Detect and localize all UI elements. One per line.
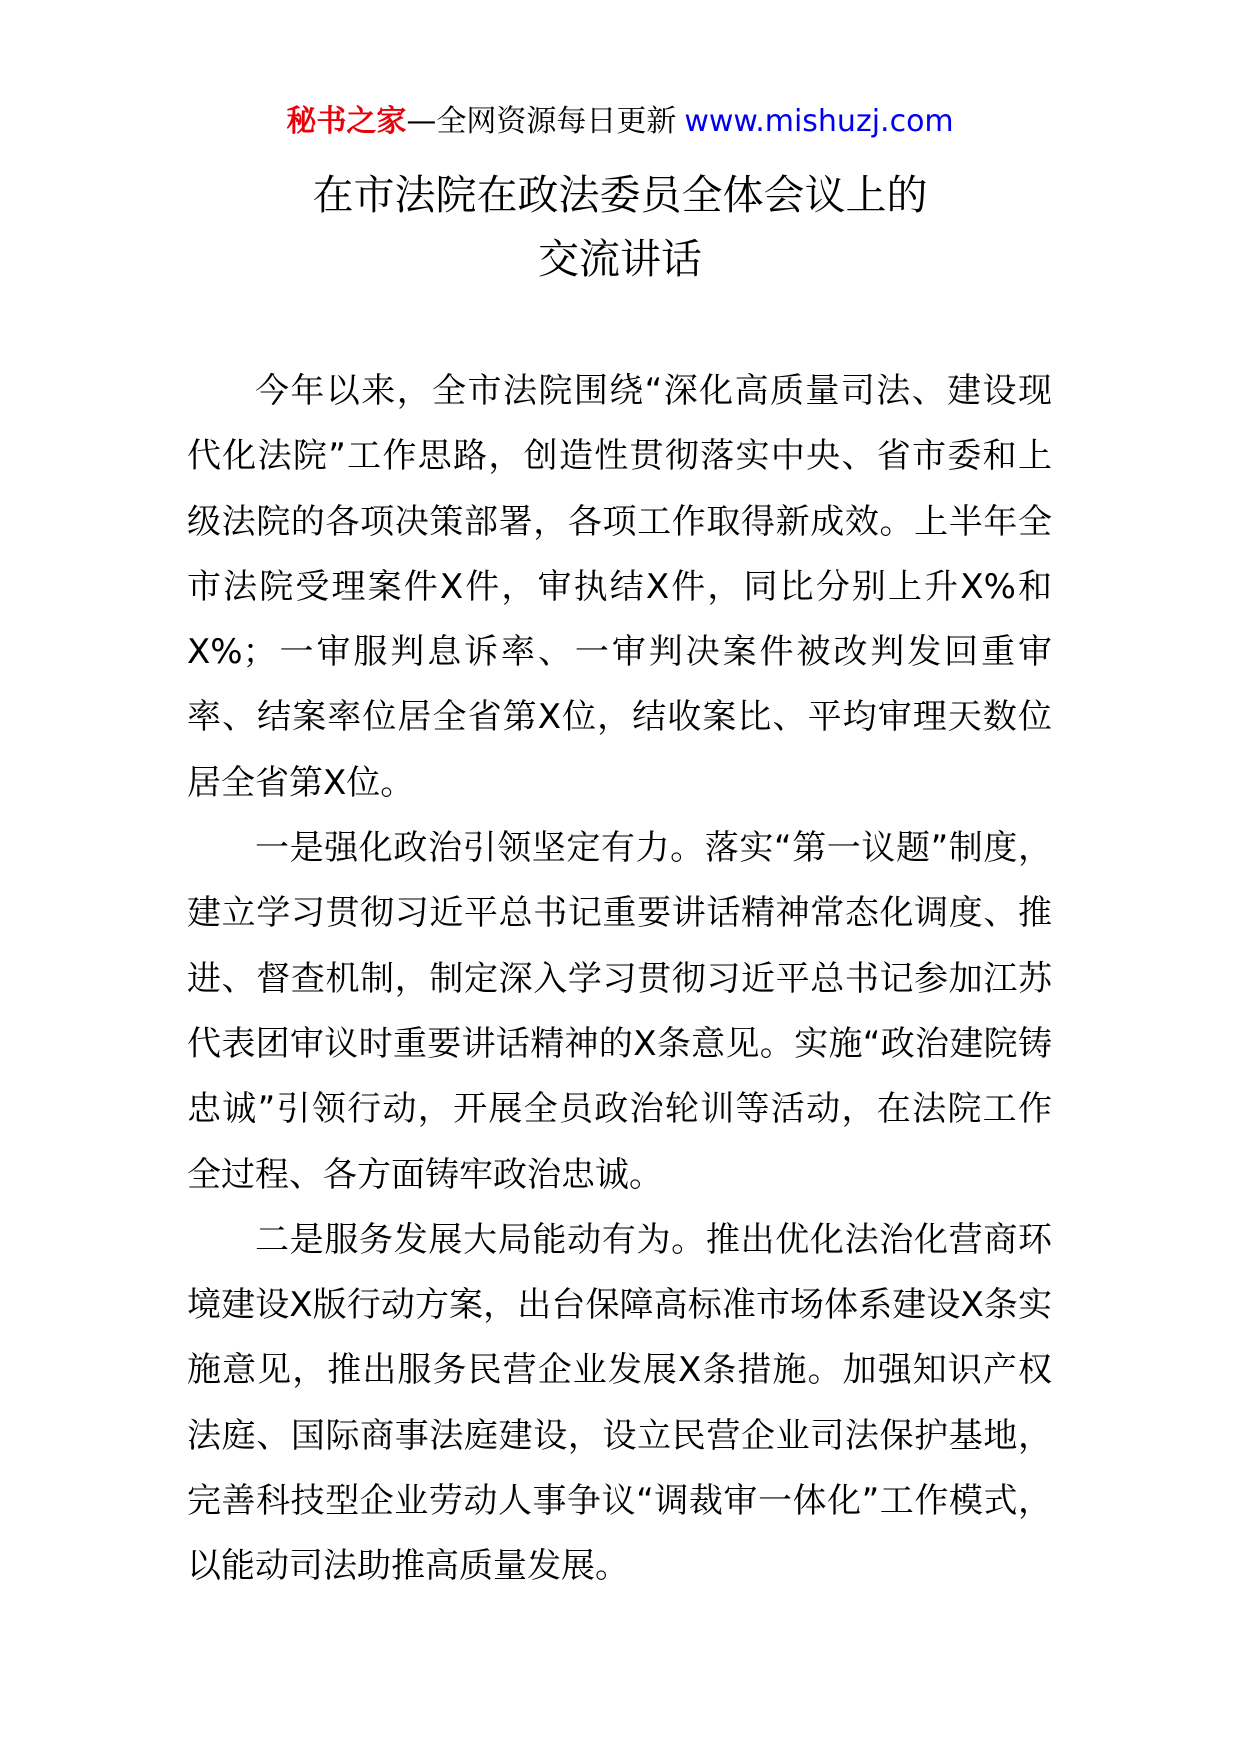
- site-header: [0, 102, 1240, 142]
- site-url-link[interactable]: www.mishuzj.com: [684, 104, 954, 139]
- paragraph-serve-development: 二是服务发展大局能动有为。推出优化法治化营商环境建设X版行动方案，出台保障高标准市场体系建设X条实施意见，推出服务民营企业发展X条措施。加强知识产权法庭、国际商事法庭建设，设立民营企业司法保护基地，完善科技型企业劳动人事争议“调裁审一体化”工作模式，以能动司法助推高质量发展。: [187, 1219, 1052, 1587]
- title-line-1: 在市法院在政法委员全体会议上的: [312, 171, 928, 219]
- brand-name: 秘书之家: [286, 104, 407, 139]
- header-tagline: —全网资源每日更新: [406, 104, 677, 139]
- document-title: [0, 163, 1240, 291]
- document-body: [187, 359, 1052, 1600]
- title-line-2: 交流讲话: [538, 235, 702, 283]
- paragraph-political-leadership: 一是强化政治引领坚定有力。落实“第一议题”制度，建立学习贯彻习近平总书记重要讲话精神常态化调度、推进、督查机制，制定深入学习贯彻习近平总书记参加江苏代表团审议时重要讲话精神的X条意见。实施“政治建院铸忠诚”引领行动，开展全员政治轮训等活动，在法院工作全过程、各方面铸牢政治忠诚。: [187, 828, 1052, 1195]
- paragraph-intro: 今年以来，全市法院围绕“深化高质量司法、建设现代化法院”工作思路，创造性贯彻落实中央、省市委和上级法院的各项决策部署，各项工作取得新成效。上半年全市法院受理案件X件，审执结X件，同比分别上升X%和X%；一审服判息诉率、一审判决案件被改判发回重审率、结案率位居全省第X位，结收案比、平均审理天数位居全省第X位。: [187, 371, 1052, 803]
